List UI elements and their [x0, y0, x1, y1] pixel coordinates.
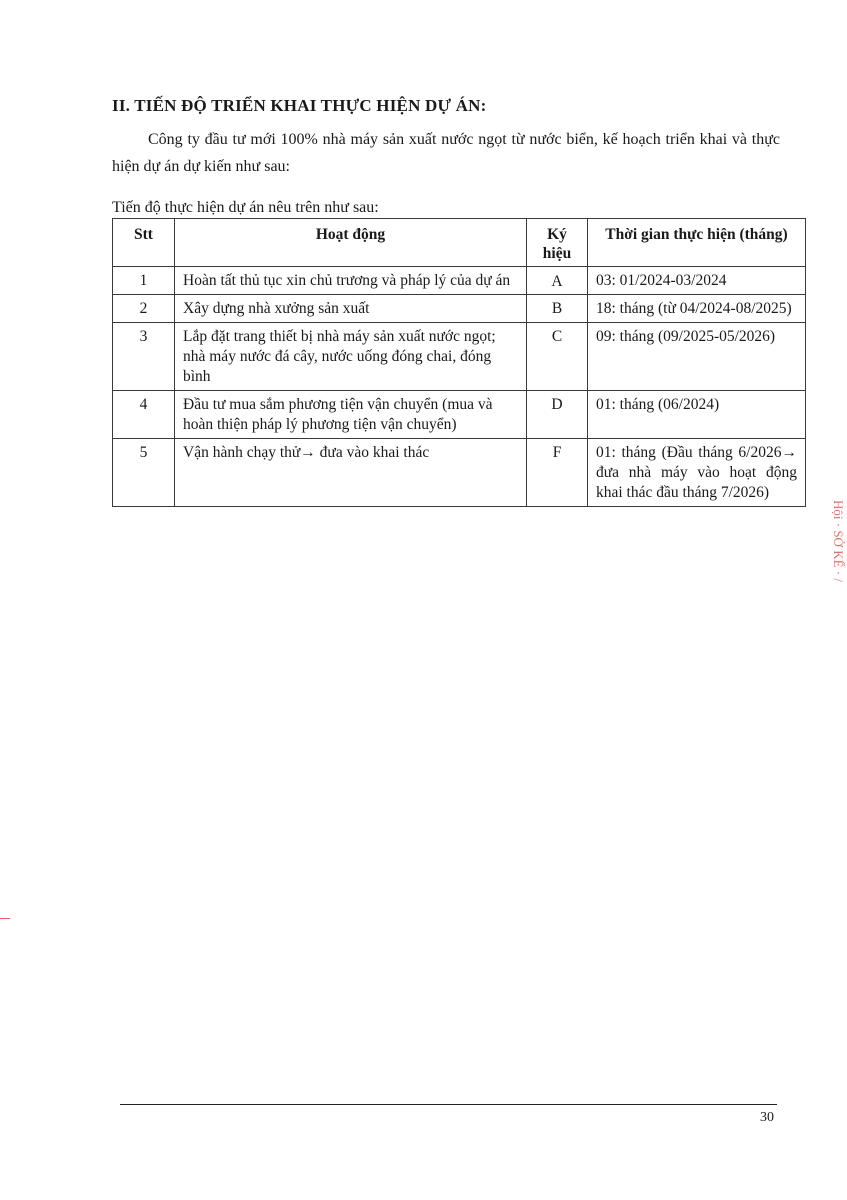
header-activity: Hoạt động: [175, 219, 527, 267]
header-duration: Thời gian thực hiện (tháng): [588, 219, 806, 267]
row-symbol: D: [527, 391, 588, 439]
row-duration: 03: 01/2024-03/2024: [588, 267, 806, 295]
table-header-row: [113, 219, 806, 267]
row-duration: 01: tháng (06/2024): [588, 391, 806, 439]
table-row: [113, 267, 806, 295]
section-heading: II. TIẾN ĐỘ TRIỂN KHAI THỰC HIỆN DỰ ÁN:: [112, 96, 487, 115]
row-duration: 01: tháng (Đầu tháng 6/2026→ đưa nhà máy vào hoạt động khai thác đầu tháng 7/2026): [588, 439, 806, 507]
table-row: [113, 391, 806, 439]
row-activity: Xây dựng nhà xưởng sản xuất: [175, 295, 527, 323]
row-activity: Lắp đặt trang thiết bị nhà máy sản xuất nước ngọt; nhà máy nước đá cây, nước uống đóng chai, đóng bình: [175, 323, 527, 391]
row-stt: 2: [113, 295, 175, 323]
header-symbol: Ký hiệu: [527, 219, 588, 267]
stamp-fragment: Hội · SỞ KẾ · /: [831, 500, 846, 582]
page-number: 30: [760, 1110, 774, 1125]
table-row: [113, 439, 806, 507]
row-stt: 3: [113, 323, 175, 391]
row-symbol: B: [527, 295, 588, 323]
header-stt: Stt: [113, 219, 175, 267]
row-activity: Hoàn tất thủ tục xin chủ trương và pháp lý của dự án: [175, 267, 527, 295]
row-activity: Đầu tư mua sắm phương tiện vận chuyển (mua và hoàn thiện pháp lý phương tiện vận chuyển): [175, 391, 527, 439]
row-stt: 1: [113, 267, 175, 295]
row-stt: 4: [113, 391, 175, 439]
table-caption: Tiến độ thực hiện dự án nêu trên như sau:: [112, 199, 379, 216]
schedule-table: [112, 218, 806, 507]
row-activity: Vận hành chạy thử→ đưa vào khai thác: [175, 439, 527, 507]
margin-mark: [0, 918, 10, 919]
row-symbol: F: [527, 439, 588, 507]
row-symbol: A: [527, 267, 588, 295]
row-symbol: C: [527, 323, 588, 391]
row-duration: 18: tháng (từ 04/2024-08/2025): [588, 295, 806, 323]
table-row: [113, 323, 806, 391]
row-duration: 09: tháng (09/2025-05/2026): [588, 323, 806, 391]
table-row: [113, 295, 806, 323]
intro-paragraph: Công ty đầu tư mới 100% nhà máy sản xuất nước ngọt từ nước biển, kế hoạch triển khai và thực hiện dự án dự kiến như sau:: [112, 131, 780, 175]
footer-divider: [120, 1104, 777, 1105]
row-stt: 5: [113, 439, 175, 507]
